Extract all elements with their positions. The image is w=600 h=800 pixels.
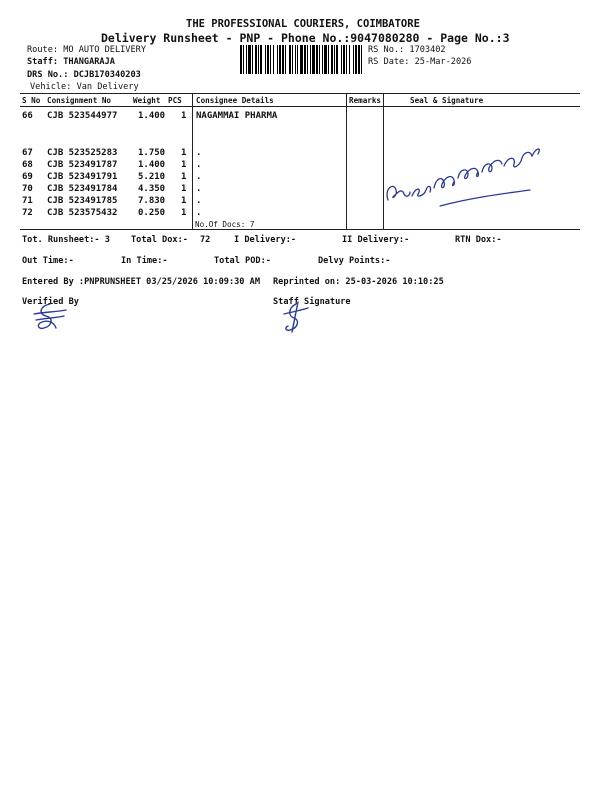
- cell-sno: 66: [22, 111, 33, 121]
- entered-by: Entered By :PNPRUNSHEET 03/25/2026 10:09:30 AM: [22, 277, 260, 287]
- barcode-bar: [240, 45, 242, 74]
- total-pod: Total POD:-: [214, 256, 271, 266]
- staff-signature-label: Staff Signature: [273, 297, 351, 307]
- barcode: [240, 45, 364, 74]
- barcode-bar: [334, 45, 335, 74]
- barcode-bar: [277, 45, 278, 74]
- barcode-bar: [300, 45, 303, 74]
- in-time: In Time:-: [121, 256, 168, 266]
- barcode-bar: [324, 45, 327, 74]
- total-runsheet: Tot. Runsheet:- 3: [22, 235, 110, 245]
- col-header-consignment: Consignment No: [47, 96, 112, 105]
- barcode-bar: [258, 45, 259, 74]
- barcode-bar: [328, 45, 329, 74]
- total-dox-label: Total Dox:-: [131, 235, 188, 245]
- cell-consignee: .: [196, 196, 202, 206]
- cell-pcs: 1: [181, 148, 187, 158]
- table-bottom-rule: [20, 229, 580, 230]
- barcode-bar: [260, 45, 262, 74]
- cell-pcs: 1: [181, 196, 187, 206]
- verified-by-label: Verified By: [22, 297, 79, 307]
- cell-pcs: 1: [181, 184, 187, 194]
- barcode-bar: [322, 45, 323, 74]
- cell-pcs: 1: [181, 160, 187, 170]
- barcode-bar: [292, 45, 293, 74]
- barcode-bar: [319, 45, 320, 74]
- col-header-remarks: Remarks: [349, 96, 382, 105]
- cell-weight: 1.400: [138, 160, 166, 170]
- runsheet-title: Delivery Runsheet - PNP - Phone No.:9047080280 - Page No.:3: [101, 31, 510, 45]
- cell-weight: 5.210: [138, 172, 166, 182]
- table-header-rule: [20, 106, 580, 107]
- col-header-seal-signature: Seal & Signature: [410, 96, 484, 105]
- cell-consignee: .: [196, 160, 202, 170]
- barcode-bar: [279, 45, 281, 74]
- barcode-bar: [243, 45, 244, 74]
- cell-consignment: CJB 523525283: [47, 148, 118, 158]
- barcode-bar: [353, 45, 354, 74]
- barcode-bar: [358, 45, 360, 74]
- barcode-bar: [343, 45, 345, 74]
- cell-sno: 71: [22, 196, 33, 206]
- cell-consignment: CJB 523544977: [47, 111, 118, 121]
- i-delivery: I Delivery:-: [234, 235, 297, 245]
- barcode-bar: [304, 45, 306, 74]
- barcode-bar: [295, 45, 296, 74]
- cell-pcs: 1: [181, 172, 187, 182]
- barcode-bar: [307, 45, 308, 74]
- cell-sno: 68: [22, 160, 33, 170]
- verifier-signature: [30, 300, 70, 334]
- rs-date: RS Date: 25-Mar-2026: [368, 57, 472, 67]
- cell-weight: 1.750: [138, 148, 166, 158]
- cell-sno: 69: [22, 172, 33, 182]
- barcode-bar: [355, 45, 357, 74]
- cell-pcs: 1: [181, 208, 187, 218]
- col-header-pcs: PCS: [168, 96, 182, 105]
- col-divider-remarks: [346, 94, 347, 229]
- cell-weight: 7.830: [138, 196, 166, 206]
- cell-consignment: CJB 523491791: [47, 172, 118, 182]
- barcode-bar: [267, 45, 269, 74]
- barcode-bar: [255, 45, 257, 74]
- barcode-bar: [316, 45, 318, 74]
- col-header-sno: S No: [22, 96, 41, 105]
- barcode-bar: [265, 45, 266, 74]
- receiver-signature: [380, 138, 560, 218]
- drs-number: DRS No.: DCJB170340203: [27, 70, 141, 80]
- cell-consignment: CJB 523491784: [47, 184, 118, 194]
- cell-consignment: CJB 523575432: [47, 208, 118, 218]
- barcode-bar: [336, 45, 338, 74]
- vehicle-text: Vehicle: Van Delivery: [30, 82, 139, 92]
- barcode-bar: [248, 45, 251, 74]
- cell-consignee: .: [196, 208, 202, 218]
- barcode-bar: [252, 45, 253, 74]
- barcode-bar: [270, 45, 271, 74]
- no-of-docs: No.Of Docs: 7: [195, 220, 255, 229]
- cell-sno: 72: [22, 208, 33, 218]
- cell-consignment: CJB 523491787: [47, 160, 118, 170]
- barcode-bar: [285, 45, 286, 74]
- barcode-bar: [282, 45, 284, 74]
- cell-consignee: NAGAMMAI PHARMA: [196, 111, 278, 121]
- company-name: THE PROFESSIONAL COURIERS, COIMBATORE: [186, 18, 420, 30]
- cell-consignee: .: [196, 172, 202, 182]
- ii-delivery: II Delivery:-: [342, 235, 410, 245]
- col-divider-details: [192, 94, 193, 229]
- barcode-bar: [331, 45, 333, 74]
- cell-consignee: .: [196, 184, 202, 194]
- barcode-bar: [361, 45, 362, 74]
- staff-signature: [280, 300, 312, 334]
- col-header-consignee: Consignee Details: [196, 96, 274, 105]
- rtn-dox: RTN Dox:-: [455, 235, 502, 245]
- barcode-bar: [346, 45, 347, 74]
- cell-sno: 70: [22, 184, 33, 194]
- cell-consignee: .: [196, 148, 202, 158]
- cell-weight: 1.400: [138, 111, 166, 121]
- route-text: Route: MO AUTO DELIVERY: [27, 45, 146, 55]
- barcode-bar: [341, 45, 342, 74]
- cell-pcs: 1: [181, 111, 187, 121]
- out-time: Out Time:-: [22, 256, 74, 266]
- cell-weight: 0.250: [138, 208, 166, 218]
- barcode-bar: [310, 45, 311, 74]
- barcode-bar: [297, 45, 298, 74]
- staff-text: Staff: THANGARAJA: [27, 57, 115, 67]
- cell-weight: 4.350: [138, 184, 166, 194]
- barcode-bar: [289, 45, 291, 74]
- reprinted-on: Reprinted on: 25-03-2026 10:10:25: [273, 277, 444, 287]
- cell-sno: 67: [22, 148, 33, 158]
- total-dox-value: 72: [200, 235, 211, 245]
- barcode-bar: [246, 45, 247, 74]
- delivery-points: Delvy Points:-: [318, 256, 391, 266]
- barcode-bar: [312, 45, 315, 74]
- cell-consignment: CJB 523491785: [47, 196, 118, 206]
- barcode-bar: [349, 45, 350, 74]
- table-top-rule: [20, 93, 580, 94]
- rs-number: RS No.: 1703402: [368, 45, 446, 55]
- col-header-weight: Weight: [133, 96, 161, 105]
- barcode-bar: [273, 45, 274, 74]
